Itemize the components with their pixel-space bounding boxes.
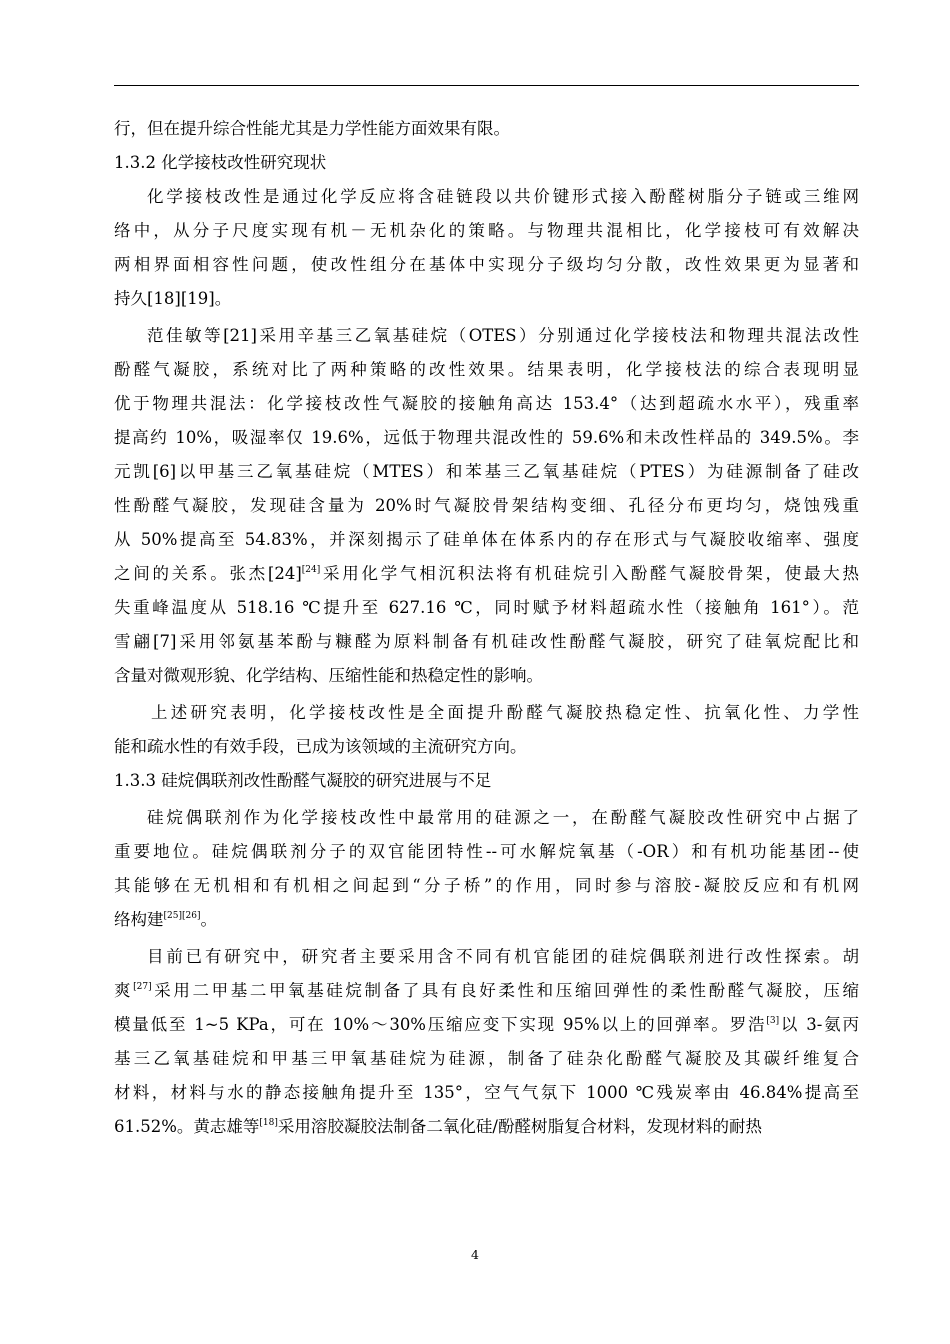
- text-line: 雪翩[7]采用邻氨基苯酚与糠醛为原料制备有机硅改性酚醛气凝胶，研究了硅氧烷配比和: [114, 632, 859, 651]
- header-rule: [114, 85, 859, 86]
- section-heading: 1.3.3 硅烷偶联剂改性酚醛气凝胶的研究进展与不足: [114, 771, 492, 790]
- text-line: 模量低至 1~5 KPa，可在 10%～30%压缩应变下实现 95%以上的回弹率。罗浩[3]以 3-氨丙: [114, 1015, 859, 1034]
- text-line: 61.52%。黄志雄等[18]采用溶胶凝胶法制备二氧化硅/酚醛树脂复合材料，发现材料的耐热: [114, 1117, 762, 1136]
- text-line: 行，但在提升综合性能尤其是力学性能方面效果有限。: [114, 119, 510, 138]
- text-line: 之间的关系。张杰[24][24]采用化学气相沉积法将有机硅烷引入酚醛气凝胶骨架，使最大热: [114, 564, 859, 583]
- text-line: 其能够在无机相和有机相之间起到“分子桥”的作用，同时参与溶胶-凝胶反应和有机网: [114, 876, 859, 895]
- citation-superscript: [25][26]: [163, 911, 201, 921]
- section-heading: 1.3.2 化学接枝改性研究现状: [114, 153, 327, 172]
- paragraph: [114, 180, 859, 316]
- text-line: 上述研究表明，化学接枝改性是全面提升酚醛气凝胶热稳定性、抗氧化性、力学性: [151, 703, 859, 722]
- citation-superscript: [24]: [301, 565, 321, 575]
- text-line: 能和疏水性的有效手段，已成为该领域的主流研究方向。: [114, 737, 527, 756]
- text-line: 从 50%提高至 54.83%，并深刻揭示了硅单体在体系内的存在形式与气凝胶收缩率、强度: [114, 530, 859, 549]
- text-line: 络中，从分子尺度实现有机－无机杂化的策略。与物理共混相比，化学接枝可有效解决: [114, 221, 859, 240]
- text-line: 持久[18][19]。: [114, 289, 232, 308]
- text-line: 络构建[25][26]。: [114, 910, 217, 929]
- text-line: 材料，材料与水的静态接触角提升至 135°，空气气氛下 1000 ℃残炭率由 46.84%提高至: [114, 1083, 859, 1102]
- text-line: 基三乙氧基硅烷和甲基三甲氧基硅烷为硅源，制备了硅杂化酚醛气凝胶及其碳纤维复合: [114, 1049, 859, 1068]
- text-line: 酚醛气凝胶，系统对比了两种策略的改性效果。结果表明，化学接枝法的综合表现明显: [114, 360, 859, 379]
- document-body: [114, 112, 859, 1144]
- text-line: 硅烷偶联剂作为化学接枝改性中最常用的硅源之一，在酚醛气凝胶改性研究中占据了: [147, 808, 859, 827]
- paragraph: [114, 319, 859, 693]
- text-line: 范佳敏等[21]采用辛基三乙氧基硅烷（OTES）分别通过化学接枝法和物理共混法改性: [147, 326, 859, 345]
- paragraph: [114, 112, 859, 146]
- text-line: 目前已有研究中，研究者主要采用含不同有机官能团的硅烷偶联剂进行改性探索。胡: [147, 947, 859, 966]
- text-line: 性酚醛气凝胶，发现硅含量为 20%时气凝胶骨架结构变细、孔径分布更均匀，烧蚀残重: [114, 496, 859, 515]
- text-line: 元凯[6]以甲基三乙氧基硅烷（MTES）和苯基三乙氧基硅烷（PTES）为硅源制备了硅改: [114, 462, 859, 481]
- paragraph: [114, 696, 859, 764]
- page-number: 4: [471, 1247, 479, 1262]
- text-line: 含量对微观形貌、化学结构、压缩性能和热稳定性的影响。: [114, 666, 543, 685]
- paragraph: [114, 801, 859, 937]
- citation-superscript: [27]: [133, 982, 152, 992]
- text-line: 重要地位。硅烷偶联剂分子的双官能团特性--可水解烷氧基（-OR）和有机功能基团--使: [114, 842, 859, 861]
- text-line: 化学接枝改性是通过化学反应将含硅链段以共价键形式接入酚醛树脂分子链或三维网: [147, 187, 859, 206]
- citation-superscript: [18]: [259, 1118, 278, 1128]
- paragraph: [114, 940, 859, 1144]
- text-line: 爽[27]采用二甲基二甲氧基硅烷制备了具有良好柔性和压缩回弹性的柔性酚醛气凝胶，压缩: [114, 981, 859, 1000]
- text-line: 失重峰温度从 518.16 ℃提升至 627.16 ℃，同时赋予材料超疏水性（接触角 161°）。范: [114, 598, 859, 617]
- citation-superscript: [3]: [766, 1016, 780, 1026]
- text-line: 优于物理共混法：化学接枝改性气凝胶的接触角高达 153.4°（达到超疏水水平），残重率: [114, 394, 859, 413]
- text-line: 提高约 10%，吸湿率仅 19.6%，远低于物理共混改性的 59.6%和未改性样品的 349.5%。李: [114, 428, 859, 447]
- text-line: 两相界面相容性问题，使改性组分在基体中实现分子级均匀分散，改性效果更为显著和: [114, 255, 859, 274]
